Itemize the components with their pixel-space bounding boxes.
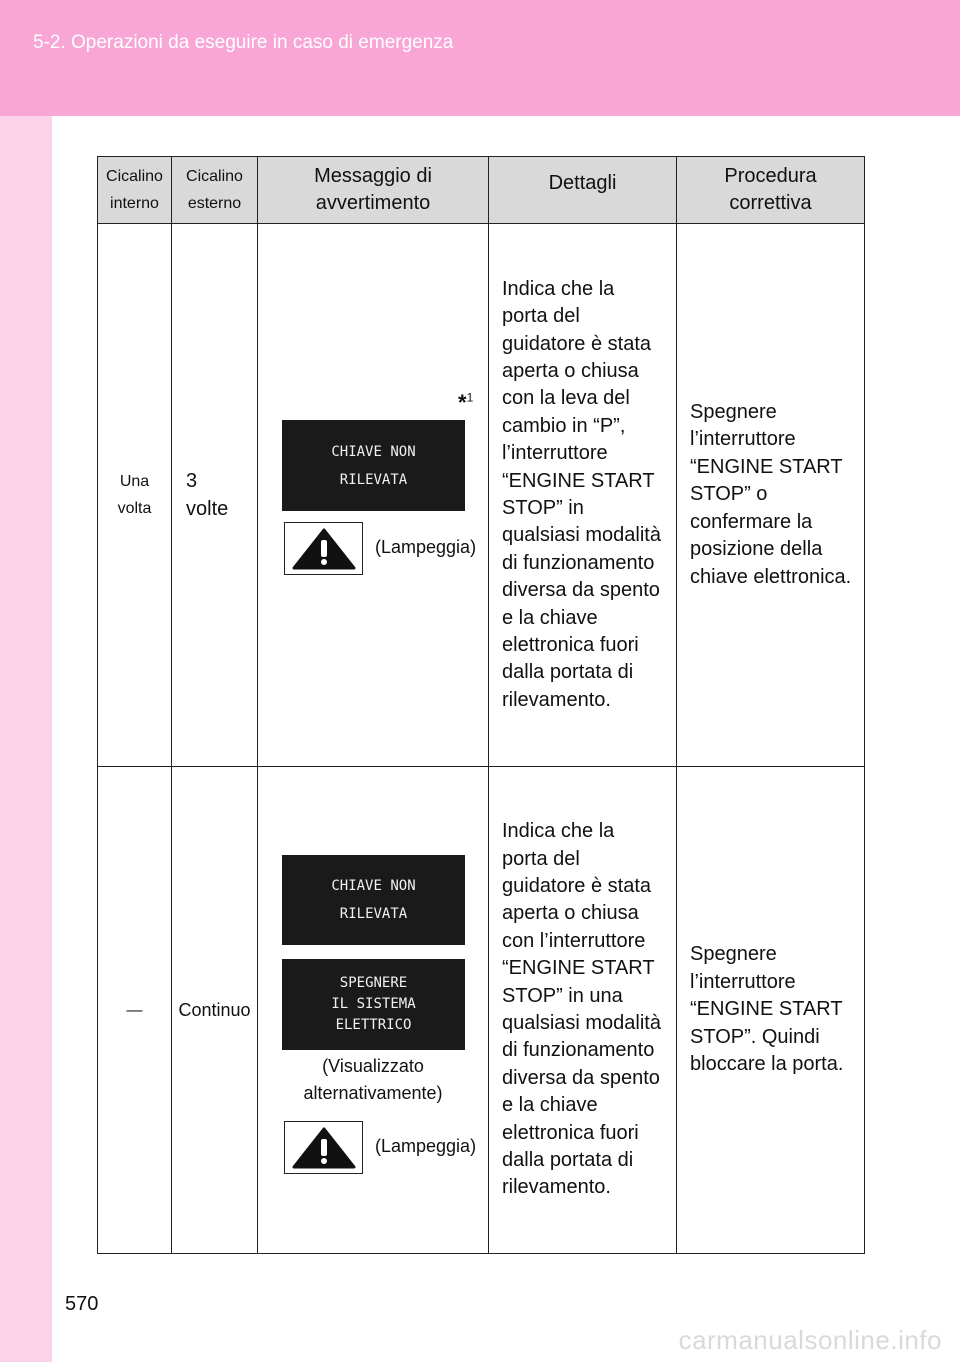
- exclamation-triangle-icon: [291, 1126, 357, 1170]
- header-text: Procedura: [724, 165, 817, 187]
- display-line: CHIAVE NON: [331, 878, 416, 894]
- exclamation-triangle-icon: [291, 527, 357, 571]
- left-margin-band: [0, 0, 52, 1362]
- chapter-title: 5-2. Operazioni da eseguire in caso di emergenza: [33, 32, 454, 53]
- footnote-marker: [458, 390, 473, 416]
- header-text: Cicalino: [186, 168, 243, 185]
- table-header-row: [98, 157, 865, 224]
- footnote-star: *: [458, 390, 467, 415]
- display-screen: [282, 420, 465, 511]
- cell-cicalino-interno: [98, 224, 172, 767]
- header-text: esterno: [187, 195, 242, 212]
- header-text: correttiva: [729, 192, 812, 214]
- warning-table: [97, 156, 865, 1254]
- caption-line: (Visualizzato: [322, 1056, 424, 1076]
- display-line: SPEGNERE: [339, 975, 408, 991]
- cell-messaggio: [258, 224, 489, 767]
- table-row: [98, 224, 865, 767]
- header-text: interno: [110, 195, 159, 212]
- alternate-caption: [258, 1053, 488, 1107]
- header-dettagli: [489, 157, 677, 224]
- display-line: ELETTRICO: [335, 1017, 412, 1033]
- cell-procedura: Spegnere l’interruttore “ENGINE START STOP”. Quindi bloccare la porta.: [677, 767, 865, 1254]
- display-screen-2: [282, 959, 465, 1050]
- display-screen: [282, 855, 465, 945]
- header-text: avvertimento: [315, 192, 431, 214]
- cell-text: volte: [186, 498, 229, 520]
- cell-cicalino-interno: —: [98, 767, 172, 1254]
- flash-label: (Lampeggia): [375, 537, 477, 557]
- header-text: Messaggio di: [314, 165, 432, 187]
- page-number: 570: [65, 1293, 99, 1315]
- header-text: Dettagli: [548, 171, 617, 194]
- header-messaggio: [258, 157, 489, 224]
- display-line: IL SISTEMA: [331, 996, 416, 1012]
- cell-text: 3: [186, 470, 198, 492]
- display-line: RILEVATA: [339, 906, 408, 922]
- warning-light-box: [284, 1121, 363, 1174]
- watermark: carmanualsonline.info: [678, 1325, 942, 1355]
- flash-label: (Lampeggia): [375, 1136, 477, 1156]
- table-row: [98, 767, 865, 1254]
- header-cicalino-interno: [98, 157, 172, 224]
- header-band: [0, 0, 960, 116]
- caption-line: alternativamente): [303, 1083, 443, 1103]
- display-line: RILEVATA: [339, 471, 408, 488]
- cell-procedura: Spegnere l’interruttore “ENGINE START STOP” o confermare la posizione della chiave elettronica.: [677, 224, 865, 767]
- cell-cicalino-esterno: Continuo: [172, 767, 258, 1254]
- footnote-number: 1: [466, 390, 474, 405]
- warning-light-box: [284, 522, 363, 575]
- cell-dettagli: Indica che la porta del guidatore è stata aperta o chiusa con l’interruttore “ENGINE START STOP” in una qualsiasi modalità di funzionamento diversa da spento e la chiave elettronica fuori dalla portata di rilevamento.: [489, 767, 677, 1254]
- header-text: Cicalino: [106, 168, 163, 185]
- cell-text: volta: [117, 500, 152, 517]
- cell-dettagli: Indica che la porta del guidatore è stata aperta o chiusa con la leva del cambio in “P”, l’interruttore “ENGINE START STOP” in qualsiasi modalità di funzionamento diversa da spento e la chiave elettronica fuori dalla portata di rilevamento.: [489, 224, 677, 767]
- display-line: CHIAVE NON: [331, 443, 416, 460]
- cell-cicalino-esterno: [172, 224, 258, 767]
- cell-text: Una: [119, 473, 150, 490]
- header-procedura: [677, 157, 865, 224]
- header-cicalino-esterno: [172, 157, 258, 224]
- cell-messaggio: [258, 767, 489, 1254]
